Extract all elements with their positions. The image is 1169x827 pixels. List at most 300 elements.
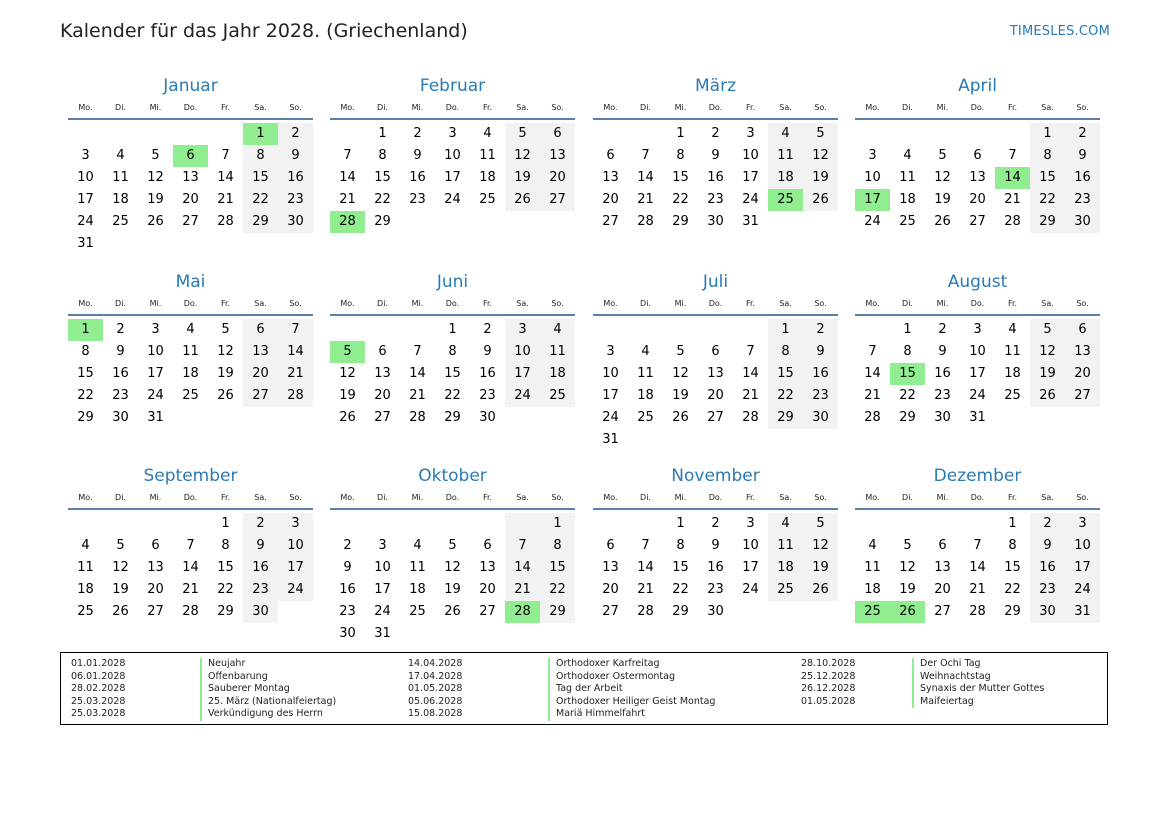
- day-cell: 3: [746, 126, 755, 141]
- holiday-day-cell: 25: [768, 189, 803, 211]
- legend-date: 06.01.2028: [71, 670, 126, 682]
- day-cell: 9: [938, 344, 947, 359]
- holiday-day-cell: 28: [330, 211, 365, 233]
- day-cell: 3: [151, 322, 160, 337]
- day-cell: 20: [182, 192, 199, 207]
- empty-day-cell: [960, 513, 995, 535]
- day-cell: 20: [243, 363, 278, 385]
- day-cell: 17: [969, 366, 986, 381]
- header-divider: [68, 508, 313, 510]
- holiday-day-cell: 15: [890, 363, 925, 385]
- day-cell: 1: [1030, 123, 1065, 145]
- day-cell: 26: [1030, 385, 1065, 407]
- day-cell: 16: [707, 170, 724, 185]
- day-cell: 18: [768, 167, 803, 189]
- day-cell: 7: [641, 538, 650, 553]
- day-cell: 28: [637, 214, 654, 229]
- day-cell: 20: [147, 582, 164, 597]
- day-cell: 19: [444, 582, 461, 597]
- weekday-label: Do.: [708, 299, 723, 308]
- weekday-label: So.: [551, 299, 564, 308]
- day-cell: 26: [803, 579, 838, 601]
- weekday-label: Sa.: [779, 493, 792, 502]
- weekday-label: Mi.: [674, 299, 687, 308]
- day-cell: 6: [540, 123, 575, 145]
- day-cell: 2: [1065, 123, 1100, 145]
- day-cell: 20: [934, 582, 951, 597]
- day-cell: 2: [711, 516, 720, 531]
- day-cell: 9: [803, 341, 838, 363]
- day-cell: 5: [151, 148, 160, 163]
- day-cell: 28: [637, 604, 654, 619]
- day-cell: 17: [742, 560, 759, 575]
- day-cell: 12: [934, 170, 951, 185]
- day-cell: 18: [182, 366, 199, 381]
- day-cell: 13: [479, 560, 496, 575]
- day-cell: 1: [448, 322, 457, 337]
- day-cell: 30: [934, 410, 951, 425]
- day-cell: 16: [707, 560, 724, 575]
- day-cell: 29: [444, 410, 461, 425]
- brand-link[interactable]: TIMESLES.COM: [1009, 24, 1110, 39]
- day-cell: 5: [676, 344, 685, 359]
- weekday-label: Mo.: [603, 493, 618, 502]
- day-cell: 29: [672, 214, 689, 229]
- day-cell: 1: [676, 516, 685, 531]
- day-cell: 10: [742, 538, 759, 553]
- day-cell: 10: [77, 170, 94, 185]
- day-cell: 21: [864, 388, 881, 403]
- weekday-label: Sa.: [1041, 103, 1054, 112]
- day-cell: 23: [803, 385, 838, 407]
- empty-day-cell: [663, 319, 698, 341]
- day-cell: 16: [409, 170, 426, 185]
- day-cell: 18: [899, 192, 916, 207]
- empty-day-cell: [855, 123, 890, 145]
- day-cell: 9: [116, 344, 125, 359]
- day-cell: 21: [637, 192, 654, 207]
- empty-day-cell: [995, 123, 1030, 145]
- legend-date: 14.04.2028: [408, 658, 463, 669]
- day-cell: 12: [444, 560, 461, 575]
- day-cell: 9: [278, 145, 313, 167]
- weekday-label: Mi.: [674, 493, 687, 502]
- empty-day-cell: [698, 319, 733, 341]
- empty-day-cell: [138, 513, 173, 535]
- day-cell: 20: [602, 582, 619, 597]
- day-cell: 10: [147, 344, 164, 359]
- day-cell: 6: [1065, 319, 1100, 341]
- day-cell: 4: [641, 344, 650, 359]
- weekday-label: Di.: [902, 493, 913, 502]
- weekday-header: [68, 294, 313, 314]
- legend-date: 01.05.2028: [408, 683, 463, 695]
- legend-holiday-name: Mariä Himmelfahrt: [548, 708, 715, 721]
- empty-day-cell: [925, 513, 960, 535]
- day-cell: 10: [374, 560, 391, 575]
- weekday-label: Di.: [640, 299, 651, 308]
- day-cell: 7: [221, 148, 230, 163]
- weekday-label: Fr.: [1007, 493, 1018, 502]
- day-cell: 26: [339, 410, 356, 425]
- day-cell: 8: [903, 344, 912, 359]
- legend-holiday-name: Sauberer Montag: [200, 683, 336, 696]
- weekday-label: Do.: [445, 103, 460, 112]
- day-cell: 16: [112, 366, 129, 381]
- day-cell: 22: [243, 189, 278, 211]
- day-cell: 13: [540, 145, 575, 167]
- holiday-day-cell: 25: [855, 601, 890, 623]
- day-cell: 15: [444, 366, 461, 381]
- day-cell: 10: [742, 148, 759, 163]
- day-cell: 8: [676, 148, 685, 163]
- empty-day-cell: [470, 513, 505, 535]
- day-cell: 24: [742, 582, 759, 597]
- day-cell: 14: [182, 560, 199, 575]
- weekday-header: [68, 98, 313, 118]
- holiday-day-cell: 26: [890, 601, 925, 623]
- day-cell: 23: [479, 388, 496, 403]
- day-cell: 20: [969, 192, 986, 207]
- weekday-header: [330, 488, 575, 508]
- day-cell: 22: [1004, 582, 1021, 597]
- day-cell: 8: [676, 538, 685, 553]
- page-title: Kalender für das Jahr 2028. (Griechenland): [60, 20, 468, 42]
- day-cell: 17: [444, 170, 461, 185]
- legend-holiday-name: Offenbarung: [200, 671, 336, 684]
- day-cell: 30: [479, 410, 496, 425]
- weekday-label: Mo.: [603, 103, 618, 112]
- day-grid: [68, 513, 313, 623]
- day-cell: 28: [278, 385, 313, 407]
- day-cell: 1: [676, 126, 685, 141]
- day-cell: 4: [81, 538, 90, 553]
- legend-holiday-name: Synaxis der Mutter Gottes: [912, 683, 1044, 696]
- legend-date: 01.01.2028: [71, 658, 126, 669]
- weekday-label: Fr.: [745, 493, 756, 502]
- day-cell: 6: [606, 538, 615, 553]
- weekday-label: Mo.: [78, 493, 93, 502]
- day-cell: 1: [378, 126, 387, 141]
- day-cell: 14: [864, 366, 881, 381]
- header-divider: [330, 118, 575, 120]
- day-cell: 16: [934, 366, 951, 381]
- day-cell: 17: [505, 363, 540, 385]
- day-cell: 6: [378, 344, 387, 359]
- day-cell: 23: [1030, 579, 1065, 601]
- month-block: [855, 270, 1100, 429]
- holiday-day-cell: 1: [243, 123, 278, 145]
- month-name: Juni: [436, 272, 469, 292]
- day-cell: 14: [217, 170, 234, 185]
- day-cell: 14: [409, 366, 426, 381]
- day-cell: 30: [1065, 211, 1100, 233]
- month-name: September: [143, 466, 238, 486]
- day-cell: 24: [278, 579, 313, 601]
- legend-date: 28.02.2028: [71, 683, 126, 695]
- day-cell: 18: [864, 582, 881, 597]
- weekday-label: So.: [289, 103, 302, 112]
- day-cell: 8: [378, 148, 387, 163]
- day-cell: 23: [243, 579, 278, 601]
- weekday-label: Do.: [970, 103, 985, 112]
- day-cell: 27: [602, 214, 619, 229]
- day-cell: 16: [339, 582, 356, 597]
- day-cell: 16: [243, 557, 278, 579]
- day-cell: 8: [540, 535, 575, 557]
- legend-holiday-name: Verkündigung des Herrn: [200, 708, 336, 721]
- day-cell: 1: [1008, 516, 1017, 531]
- day-cell: 14: [505, 557, 540, 579]
- day-cell: 3: [973, 322, 982, 337]
- day-cell: 17: [77, 192, 94, 207]
- weekday-label: Fr.: [220, 493, 231, 502]
- day-cell: 10: [969, 344, 986, 359]
- day-cell: 5: [803, 513, 838, 535]
- day-cell: 9: [413, 148, 422, 163]
- day-cell: 19: [147, 192, 164, 207]
- month-name: Dezember: [933, 466, 1022, 486]
- weekday-label: So.: [814, 103, 827, 112]
- weekday-label: Mi.: [411, 299, 424, 308]
- day-cell: 15: [374, 170, 391, 185]
- day-cell: 28: [969, 604, 986, 619]
- weekday-label: Sa.: [254, 103, 267, 112]
- day-cell: 26: [505, 189, 540, 211]
- day-cell: 29: [243, 211, 278, 233]
- day-cell: 25: [479, 192, 496, 207]
- weekday-label: Di.: [902, 299, 913, 308]
- day-cell: 2: [243, 513, 278, 535]
- day-cell: 14: [278, 341, 313, 363]
- day-cell: 5: [938, 148, 947, 163]
- day-cell: 19: [803, 557, 838, 579]
- weekday-label: So.: [289, 299, 302, 308]
- day-cell: 3: [378, 538, 387, 553]
- day-cell: 25: [1004, 388, 1021, 403]
- weekday-header: [855, 488, 1100, 508]
- day-cell: 26: [444, 604, 461, 619]
- day-cell: 24: [505, 385, 540, 407]
- day-cell: 10: [602, 366, 619, 381]
- legend-dates-col-2: [408, 658, 462, 721]
- day-cell: 26: [217, 388, 234, 403]
- weekday-label: Sa.: [1041, 299, 1054, 308]
- day-cell: 13: [1065, 341, 1100, 363]
- day-cell: 22: [672, 582, 689, 597]
- weekday-label: Fr.: [482, 299, 493, 308]
- legend-dates-col-1: [71, 658, 125, 721]
- legend-date: 05.06.2028: [408, 695, 463, 707]
- day-cell: 7: [278, 319, 313, 341]
- day-cell: 9: [243, 535, 278, 557]
- day-cell: 9: [711, 538, 720, 553]
- weekday-label: Sa.: [516, 299, 529, 308]
- holiday-day-cell: 17: [855, 189, 890, 211]
- day-cell: 8: [243, 145, 278, 167]
- day-cell: 30: [803, 407, 838, 429]
- day-cell: 13: [182, 170, 199, 185]
- day-cell: 15: [672, 170, 689, 185]
- day-cell: 25: [409, 604, 426, 619]
- empty-day-cell: [628, 319, 663, 341]
- day-cell: 31: [602, 432, 619, 447]
- day-cell: 8: [1030, 145, 1065, 167]
- day-cell: 13: [934, 560, 951, 575]
- day-cell: 24: [1065, 579, 1100, 601]
- weekday-label: Di.: [377, 103, 388, 112]
- header-divider: [68, 118, 313, 120]
- day-cell: 24: [742, 192, 759, 207]
- weekday-label: Di.: [115, 299, 126, 308]
- day-cell: 21: [339, 192, 356, 207]
- day-cell: 4: [413, 538, 422, 553]
- empty-day-cell: [593, 319, 628, 341]
- day-cell: 20: [602, 192, 619, 207]
- day-cell: 11: [768, 535, 803, 557]
- day-cell: 7: [746, 344, 755, 359]
- day-cell: 31: [147, 410, 164, 425]
- day-cell: 9: [483, 344, 492, 359]
- legend-names-col-1: [200, 658, 336, 721]
- legend-dates-col-3: [801, 658, 855, 708]
- month-name: Juli: [702, 272, 729, 292]
- month-name: November: [671, 466, 760, 486]
- day-cell: 31: [1065, 601, 1100, 623]
- day-cell: 15: [672, 560, 689, 575]
- day-cell: 12: [803, 535, 838, 557]
- day-cell: 14: [637, 560, 654, 575]
- day-cell: 20: [707, 388, 724, 403]
- empty-day-cell: [330, 319, 365, 341]
- weekday-label: Do.: [183, 299, 198, 308]
- day-cell: 16: [278, 167, 313, 189]
- day-cell: 3: [278, 513, 313, 535]
- weekday-header: [593, 488, 838, 508]
- month-name: Januar: [163, 76, 218, 96]
- weekday-label: Fr.: [220, 103, 231, 112]
- day-cell: 12: [147, 170, 164, 185]
- day-cell: 29: [540, 601, 575, 623]
- month-block: [593, 74, 838, 233]
- day-cell: 22: [77, 388, 94, 403]
- day-cell: 2: [116, 322, 125, 337]
- day-cell: 23: [707, 192, 724, 207]
- day-cell: 20: [540, 167, 575, 189]
- month-name: Mai: [175, 272, 206, 292]
- day-cell: 7: [868, 344, 877, 359]
- legend-date: 25.12.2028: [801, 670, 856, 682]
- day-cell: 19: [505, 167, 540, 189]
- day-cell: 22: [374, 192, 391, 207]
- day-cell: 10: [1065, 535, 1100, 557]
- day-cell: 27: [707, 410, 724, 425]
- weekday-label: So.: [1076, 493, 1089, 502]
- day-cell: 25: [182, 388, 199, 403]
- weekday-label: Mi.: [936, 103, 949, 112]
- weekday-header: [330, 98, 575, 118]
- day-cell: 18: [409, 582, 426, 597]
- day-cell: 12: [112, 560, 129, 575]
- legend-date: 28.10.2028: [801, 658, 856, 669]
- header-divider: [593, 508, 838, 510]
- day-cell: 16: [1030, 557, 1065, 579]
- month-name: April: [958, 76, 997, 96]
- day-cell: 22: [444, 388, 461, 403]
- month-name: Oktober: [418, 466, 487, 486]
- empty-day-cell: [103, 513, 138, 535]
- weekday-header: [855, 98, 1100, 118]
- empty-day-cell: [365, 513, 400, 535]
- day-cell: 4: [903, 148, 912, 163]
- day-cell: 13: [243, 341, 278, 363]
- weekday-label: So.: [551, 493, 564, 502]
- day-cell: 21: [278, 363, 313, 385]
- day-cell: 24: [444, 192, 461, 207]
- weekday-label: Di.: [902, 103, 913, 112]
- day-cell: 15: [768, 363, 803, 385]
- weekday-header: [330, 294, 575, 314]
- day-cell: 11: [899, 170, 916, 185]
- day-cell: 2: [1030, 513, 1065, 535]
- weekday-label: Fr.: [482, 493, 493, 502]
- day-cell: 18: [77, 582, 94, 597]
- day-cell: 14: [742, 366, 759, 381]
- day-cell: 17: [278, 557, 313, 579]
- weekday-label: Mi.: [411, 493, 424, 502]
- day-cell: 16: [479, 366, 496, 381]
- day-cell: 10: [278, 535, 313, 557]
- day-cell: 18: [479, 170, 496, 185]
- legend-holiday-name: Tag der Arbeit: [548, 683, 715, 696]
- holiday-legend: [60, 652, 1108, 725]
- day-cell: 7: [973, 538, 982, 553]
- day-cell: 25: [540, 385, 575, 407]
- day-cell: 1: [221, 516, 230, 531]
- legend-date: 25.03.2028: [71, 708, 126, 720]
- day-cell: 8: [81, 344, 90, 359]
- day-cell: 12: [505, 145, 540, 167]
- day-cell: 24: [147, 388, 164, 403]
- month-block: [593, 464, 838, 623]
- month-block: [68, 464, 313, 623]
- day-cell: 21: [969, 582, 986, 597]
- header-divider: [330, 314, 575, 316]
- day-grid: [593, 123, 838, 233]
- day-cell: 8: [448, 344, 457, 359]
- day-cell: 2: [483, 322, 492, 337]
- day-cell: 4: [768, 513, 803, 535]
- empty-day-cell: [68, 123, 103, 145]
- day-cell: 28: [409, 410, 426, 425]
- month-block: [330, 270, 575, 429]
- header-divider: [855, 118, 1100, 120]
- day-cell: 24: [864, 214, 881, 229]
- weekday-label: Mo.: [340, 493, 355, 502]
- day-grid: [855, 513, 1100, 623]
- header-divider: [855, 508, 1100, 510]
- day-cell: 29: [768, 407, 803, 429]
- weekday-label: Di.: [115, 103, 126, 112]
- month-name: August: [947, 272, 1008, 292]
- weekday-label: Fr.: [1007, 299, 1018, 308]
- holiday-day-cell: 5: [330, 341, 365, 363]
- legend-date: 26.12.2028: [801, 683, 856, 695]
- day-cell: 11: [409, 560, 426, 575]
- day-cell: 13: [147, 560, 164, 575]
- day-cell: 14: [339, 170, 356, 185]
- day-cell: 2: [711, 126, 720, 141]
